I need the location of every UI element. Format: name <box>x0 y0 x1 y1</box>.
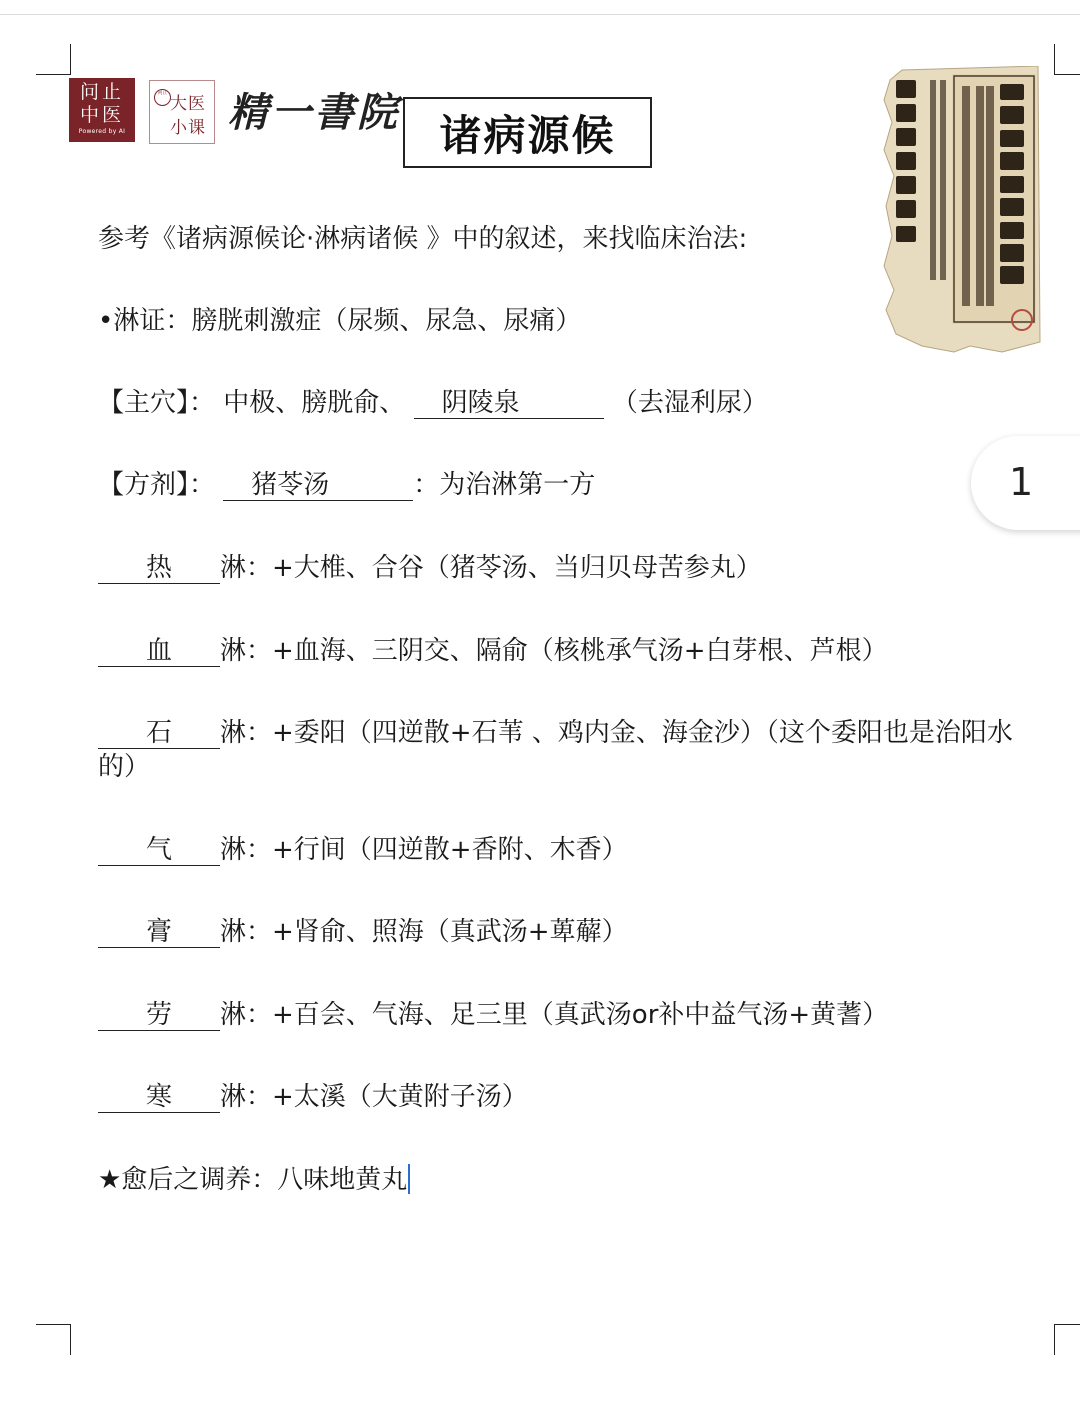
type-text: 淋：+太溪（大黄附子汤） <box>220 1082 528 1112</box>
formula-line <box>98 468 595 502</box>
type-text: 淋：+血海、三阴交、隔俞（核桃承气汤+白芽根、芦根） <box>220 636 888 666</box>
type-blank: 石 <box>98 718 220 749</box>
logo1-powered: Powered by AI <box>78 128 126 135</box>
type-row-blood <box>98 634 888 668</box>
formula-label: 【方剂】： <box>98 470 216 500</box>
type-blank: 膏 <box>98 917 220 948</box>
type-blank: 寒 <box>98 1082 220 1113</box>
main-points-answer: 阴陵泉 <box>441 388 520 418</box>
type-blank: 血 <box>98 636 220 667</box>
logo1-line1: 问止 <box>79 81 124 103</box>
daxiaoke-logo <box>149 80 215 144</box>
syndrome-text: •淋证：膀胱刺激症（尿频、尿急、尿痛） <box>98 306 582 336</box>
main-points-text: 中极、膀胱俞、 <box>223 388 406 418</box>
calligraphy-logo: 精一書院 <box>228 89 400 136</box>
main-points-label: 【主穴】： <box>98 388 216 418</box>
main-points-line <box>98 386 768 420</box>
logo2-seal: 问止 <box>154 89 171 106</box>
logo2-line1: 大医 <box>170 94 206 114</box>
type-text: 淋：+委阳（四逆散+石苇 、鸡内金、海金沙）（这个委阳也是治阳水的） <box>98 718 1013 782</box>
type-blank: 热 <box>98 553 220 584</box>
crop-mark-top-left <box>36 44 71 75</box>
type-row-paste <box>98 915 628 949</box>
type-text: 淋：+大椎、合谷（猪苓汤、当归贝母苦参丸） <box>220 553 762 583</box>
main-points-note: （去湿利尿） <box>611 388 768 418</box>
logo1-line2: 中医 <box>79 104 124 126</box>
type-text: 淋：+百会、气海、足三里（真武汤or补中益气汤+黄蓍） <box>220 1000 889 1030</box>
crop-mark-bottom-left <box>36 1324 71 1355</box>
top-divider <box>0 14 1080 15</box>
recovery-line[interactable] <box>98 1163 410 1197</box>
type-text: 淋：+肾俞、照海（真武汤+萆薢） <box>220 917 628 947</box>
logo2-line2: 小课 <box>170 118 206 138</box>
recovery-text: ★愈后之调养：八味地黄丸 <box>98 1165 408 1195</box>
type-row-qi <box>98 833 628 867</box>
text-cursor <box>408 1164 410 1194</box>
type-blank: 劳 <box>98 1000 220 1031</box>
type-blank: 气 <box>98 835 220 866</box>
title-box <box>403 97 652 168</box>
intro-text: 参考《诸病源候论·淋病诸候 》中的叙述，来找临床治法: <box>98 224 748 254</box>
type-row-stone <box>98 716 1043 784</box>
page-number: 1 <box>1009 460 1034 504</box>
formula-blank <box>223 470 413 501</box>
formula-answer: 猪苓汤 <box>251 470 330 500</box>
page-indicator[interactable] <box>971 436 1080 530</box>
crop-mark-top-right <box>1054 44 1080 75</box>
type-text: 淋：+行间（四逆散+香附、木香） <box>220 835 628 865</box>
page-title: 诸病源候 <box>439 110 616 160</box>
type-row-heat <box>98 551 762 585</box>
type-row-fatigue <box>98 998 888 1032</box>
crop-mark-bottom-right <box>1054 1324 1080 1355</box>
main-points-blank <box>414 388 604 419</box>
type-row-cold <box>98 1080 528 1114</box>
old-book-image <box>882 66 1042 354</box>
formula-note: ：为治淋第一方 <box>413 470 596 500</box>
wenzhi-logo <box>69 78 135 142</box>
